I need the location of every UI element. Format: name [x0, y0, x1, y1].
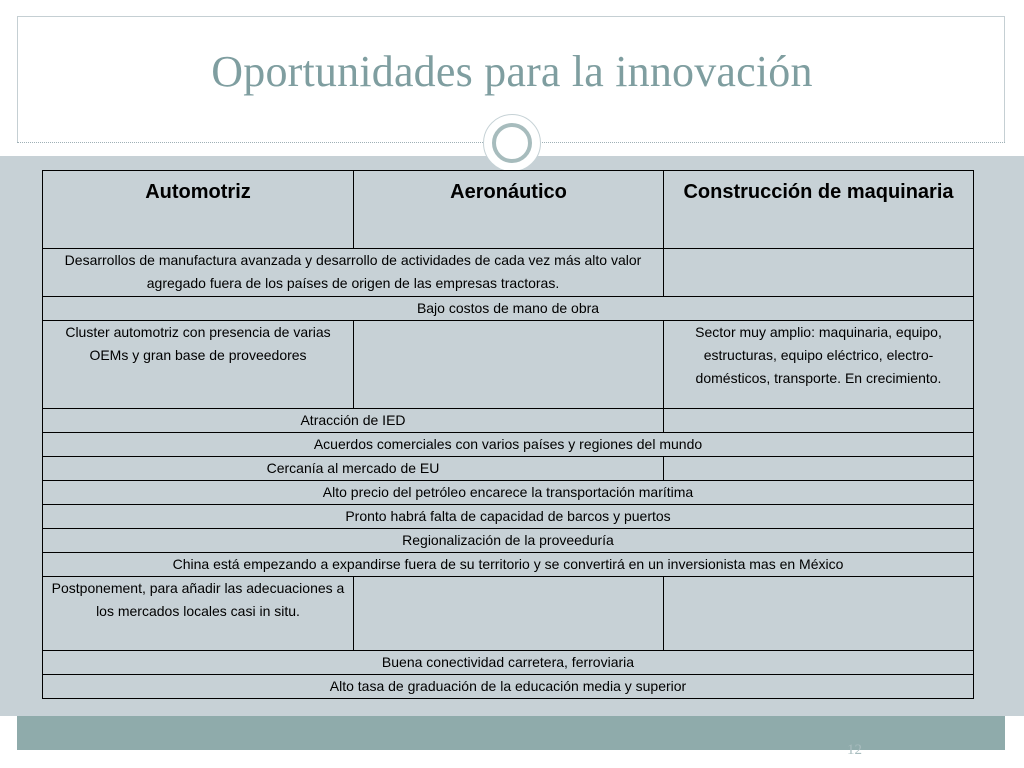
table-row	[43, 505, 974, 529]
cell-empty	[354, 321, 664, 409]
header-aeronautico: Aeronáutico	[354, 171, 664, 249]
header-row	[43, 171, 974, 249]
cell-empty	[664, 577, 974, 651]
table-row	[43, 409, 974, 433]
header-automotriz: Automotriz	[43, 171, 354, 249]
cell-atraccion-ied: Atracción de IED	[43, 409, 664, 433]
slide-title: Oportunidades para la innovación	[211, 47, 813, 96]
page-number: 12	[847, 742, 862, 758]
table-row	[43, 675, 974, 699]
cell-china: China está empezando a expandirse fuera de su territorio y se convertirá en un inversionista mas en México	[43, 553, 974, 577]
opportunities-table	[42, 170, 974, 699]
table-row	[43, 249, 974, 297]
table-row	[43, 529, 974, 553]
table-row	[43, 321, 974, 409]
header-construccion-maquinaria: Construcción de maquinaria	[664, 171, 974, 249]
ring-icon	[492, 123, 532, 163]
cell-regionalizacion: Regionalización de la proveeduría	[43, 529, 974, 553]
table-row	[43, 651, 974, 675]
table-row	[43, 553, 974, 577]
cell-conectividad: Buena conectividad carretera, ferroviaria	[43, 651, 974, 675]
table-row	[43, 457, 974, 481]
cell-empty	[664, 457, 974, 481]
cell-graduacion: Alto tasa de graduación de la educación media y superior	[43, 675, 974, 699]
cell-empty	[354, 577, 664, 651]
circle-ornament-icon	[483, 114, 541, 172]
cell-acuerdos-comerciales: Acuerdos comerciales con varios países y regiones del mundo	[43, 433, 974, 457]
table-row	[43, 433, 974, 457]
cell-postponement: Postponement, para añadir las adecuaciones a los mercados locales casi in situ.	[43, 577, 354, 651]
cell-cercania-eu: Cercanía al mercado de EU	[43, 457, 664, 481]
cell-bajo-costos: Bajo costos de mano de obra	[43, 297, 974, 321]
table-row	[43, 577, 974, 651]
cell-empty	[664, 249, 974, 297]
cell-desarrollos-manufactura: Desarrollos de manufactura avanzada y desarrollo de actividades de cada vez más alto valor agregado fuera de los países de origen de las empresas tractoras.	[43, 249, 664, 297]
cell-cluster-automotriz: Cluster automotriz con presencia de varias OEMs y gran base de proveedores	[43, 321, 354, 409]
cell-empty	[664, 409, 974, 433]
table-row	[43, 481, 974, 505]
cell-sector-amplio: Sector muy amplio: maquinaria, equipo, estructuras, equipo eléctrico, electro-domésticos, transporte. En crecimiento.	[664, 321, 974, 409]
cell-capacidad-barcos: Pronto habrá falta de capacidad de barcos y puertos	[43, 505, 974, 529]
table-row	[43, 297, 974, 321]
cell-precio-petroleo: Alto precio del petróleo encarece la transportación marítima	[43, 481, 974, 505]
